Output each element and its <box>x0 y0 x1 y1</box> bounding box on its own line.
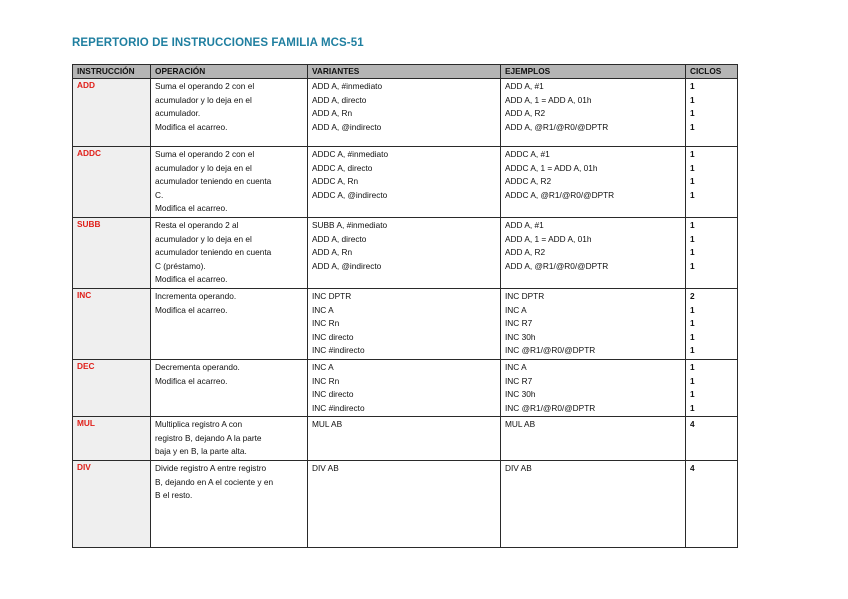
example-line: ADDC A, 1 = ADD A, 01h <box>505 162 598 173</box>
operation-line: Modifica el acarreo. <box>155 203 228 214</box>
operation-line: acumulador teniendo en cuenta <box>155 247 272 258</box>
examples-cell <box>501 417 686 461</box>
operation-line: Suma el operando 2 con el <box>155 149 255 159</box>
example-line: ADD A, R2 <box>505 247 546 258</box>
operation-cell <box>151 359 308 416</box>
examples-cell <box>501 147 686 218</box>
cycle-value: 1 <box>690 318 695 329</box>
variant-line: INC #indirecto <box>312 402 365 413</box>
examples-cell <box>501 461 686 548</box>
examples-cell <box>501 288 686 359</box>
operation-cell <box>151 217 308 288</box>
examples-cell <box>501 79 686 147</box>
cycle-value: 1 <box>690 375 695 386</box>
cycles-cell <box>686 417 738 461</box>
example-line: ADD A, @R1/@R0/@DPTR <box>505 260 609 271</box>
variant-line: INC directo <box>312 389 354 400</box>
header-variantes: VARIANTES <box>308 65 501 79</box>
table-row <box>73 461 738 548</box>
variant-line: INC DPTR <box>312 290 352 301</box>
variant-line: ADD A, Rn <box>312 247 353 258</box>
variants-cell <box>308 461 501 548</box>
example-line: ADD A, @R1/@R0/@DPTR <box>505 121 609 132</box>
example-line: INC 30h <box>505 331 536 342</box>
cycle-value: 1 <box>690 189 695 200</box>
variants-cell <box>308 359 501 416</box>
cycle-value: 1 <box>690 149 695 159</box>
operation-line: Divide registro A entre registro <box>155 463 267 474</box>
cycle-value: 1 <box>690 361 695 372</box>
operation-line: Modifica el acarreo. <box>155 375 228 386</box>
variants-cell <box>308 79 501 147</box>
variant-line: ADD A, Rn <box>312 108 353 119</box>
cycle-value: 1 <box>690 121 695 132</box>
variant-line: ADDC A, @indirecto <box>312 189 388 200</box>
example-line: ADDC A, R2 <box>505 176 552 187</box>
operation-line: acumulador y lo deja en el <box>155 162 252 173</box>
variant-line: ADD A, @indirecto <box>312 121 382 132</box>
variants-cell <box>308 417 501 461</box>
example-line: ADD A, 1 = ADD A, 01h <box>505 94 592 105</box>
operation-line: Incrementa operando. <box>155 290 237 301</box>
examples-cell <box>501 359 686 416</box>
cycle-value: 1 <box>690 247 695 258</box>
instruction-mnemonic: SUBB <box>73 217 151 288</box>
operation-line: acumulador y lo deja en el <box>155 94 252 105</box>
variant-line: ADD A, directo <box>312 94 367 105</box>
cycle-value: 1 <box>690 176 695 187</box>
instruction-mnemonic: INC <box>73 288 151 359</box>
example-line: INC A <box>505 304 527 315</box>
variant-line: MUL AB <box>312 419 343 430</box>
cycle-value: 1 <box>690 162 695 173</box>
cycle-value: 1 <box>690 260 695 271</box>
example-line: INC @R1/@R0/@DPTR <box>505 345 596 356</box>
example-line: ADDC A, @R1/@R0/@DPTR <box>505 189 615 200</box>
instruction-mnemonic: MUL <box>73 417 151 461</box>
variant-line: INC #indirecto <box>312 345 365 356</box>
instruction-set-table <box>72 64 738 548</box>
variants-cell <box>308 147 501 218</box>
variant-line: INC A <box>312 304 334 315</box>
operation-line: acumulador y lo deja en el <box>155 233 252 244</box>
variant-line: ADD A, directo <box>312 233 367 244</box>
operation-line: registro B, dejando A la parte <box>155 432 262 443</box>
instruction-mnemonic: DEC <box>73 359 151 416</box>
table-row <box>73 359 738 416</box>
cycle-value: 4 <box>690 463 695 474</box>
cycle-value: 1 <box>690 94 695 105</box>
example-line: INC @R1/@R0/@DPTR <box>505 402 596 413</box>
variant-line: ADD A, #inmediato <box>312 81 383 91</box>
cycle-value: 1 <box>690 304 695 315</box>
cycles-cell <box>686 359 738 416</box>
cycle-value: 1 <box>690 331 695 342</box>
example-line: ADD A, #1 <box>505 81 544 91</box>
header-row <box>73 65 738 79</box>
cycle-value: 1 <box>690 389 695 400</box>
instruction-mnemonic: DIV <box>73 461 151 548</box>
cycles-cell <box>686 147 738 218</box>
variant-line: ADD A, @indirecto <box>312 260 382 271</box>
table-row <box>73 417 738 461</box>
cycle-value: 1 <box>690 345 695 356</box>
cycle-value: 1 <box>690 108 695 119</box>
example-line: INC A <box>505 361 527 372</box>
variant-line: INC directo <box>312 331 354 342</box>
operation-line: baja y en B, la parte alta. <box>155 446 247 457</box>
example-line: DIV AB <box>505 463 532 474</box>
operation-line: Decrementa operando. <box>155 361 240 372</box>
variant-line: ADDC A, directo <box>312 162 373 173</box>
cycle-value: 1 <box>690 233 695 244</box>
cycle-value: 4 <box>690 419 695 430</box>
example-line: MUL AB <box>505 419 536 430</box>
cycle-value: 1 <box>690 402 695 413</box>
examples-cell <box>501 217 686 288</box>
operation-line: Modifica el acarreo. <box>155 274 228 285</box>
example-line: ADD A, R2 <box>505 108 546 119</box>
instruction-mnemonic: ADDC <box>73 147 151 218</box>
variant-line: ADDC A, #inmediato <box>312 149 389 159</box>
variant-line: ADDC A, Rn <box>312 176 359 187</box>
table-row <box>73 288 738 359</box>
table-row <box>73 79 738 147</box>
operation-line: acumulador. <box>155 108 201 119</box>
operation-cell <box>151 79 308 147</box>
cycles-cell <box>686 461 738 548</box>
operation-line: B, dejando en A el cociente y en <box>155 476 274 487</box>
operation-line: Modifica el acarreo. <box>155 121 228 132</box>
cycle-value: 1 <box>690 219 695 230</box>
cycle-value: 2 <box>690 290 695 301</box>
table-row <box>73 147 738 218</box>
variant-line: INC Rn <box>312 375 340 386</box>
operation-cell <box>151 147 308 218</box>
document-title: REPERTORIO DE INSTRUCCIONES FAMILIA MCS-51 <box>72 37 364 49</box>
example-line: ADDC A, #1 <box>505 149 550 159</box>
operation-line: Suma el operando 2 con el <box>155 81 255 91</box>
example-line: INC DPTR <box>505 290 545 301</box>
header-ciclos: CICLOS <box>686 65 738 79</box>
example-line: ADD A, 1 = ADD A, 01h <box>505 233 592 244</box>
instruction-mnemonic: ADD <box>73 79 151 147</box>
operation-cell <box>151 417 308 461</box>
example-line: INC R7 <box>505 375 533 386</box>
operation-line: C (préstamo). <box>155 260 206 271</box>
table-row <box>73 217 738 288</box>
cycles-cell <box>686 79 738 147</box>
cycles-cell <box>686 217 738 288</box>
cycle-value: 1 <box>690 81 695 91</box>
cycles-cell <box>686 288 738 359</box>
example-line: INC 30h <box>505 389 536 400</box>
variant-line: INC A <box>312 361 334 372</box>
example-line: INC R7 <box>505 318 533 329</box>
operation-line: B el resto. <box>155 490 193 501</box>
example-line: ADD A, #1 <box>505 219 544 230</box>
variant-line: DIV AB <box>312 463 339 474</box>
variant-line: INC Rn <box>312 318 340 329</box>
header-instruccion: INSTRUCCIÓN <box>73 65 151 79</box>
operation-cell <box>151 461 308 548</box>
operation-line: Modifica el acarreo. <box>155 304 228 315</box>
variants-cell <box>308 288 501 359</box>
operation-line: Resta el operando 2 al <box>155 219 239 230</box>
operation-cell <box>151 288 308 359</box>
operation-line: acumulador teniendo en cuenta <box>155 176 272 187</box>
operation-line: C. <box>155 189 164 200</box>
variant-line: SUBB A, #inmediato <box>312 219 388 230</box>
operation-line: Multiplica registro A con <box>155 419 243 430</box>
header-operacion: OPERACIÓN <box>151 65 308 79</box>
variants-cell <box>308 217 501 288</box>
header-ejemplos: EJEMPLOS <box>501 65 686 79</box>
